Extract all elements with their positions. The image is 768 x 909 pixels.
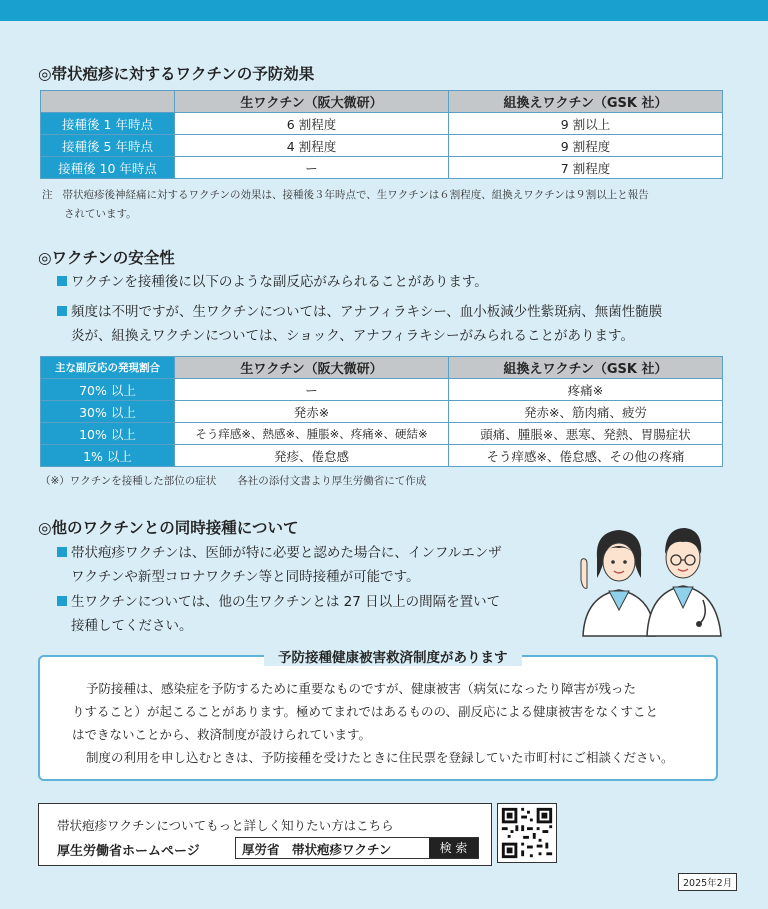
more-info-text: 帯状疱疹ワクチンについてもっと詳しく知りたい方はこちら [57,818,394,833]
table-cell: 7 割程度 [449,157,723,179]
table-header-cell: 生ワクチン（阪大微研） [175,357,449,379]
bullet-text: 炎が、組換えワクチンについては、ショック、アナフィラキシーがみられることがあります。 [71,328,634,344]
search-query: 厚労省 帯状疱疹ワクチン [242,842,392,857]
table-header-cell: 組換えワクチン（GSK 社） [449,91,723,113]
table-cell: 4 割程度 [175,135,449,157]
table-header-cell: 組換えワクチン（GSK 社） [449,357,723,379]
table-cell: 発赤※ [175,401,449,423]
relief-text: 予防接種は、感染症を予防するために重要なものですが、健康被害（病気になったり障害が残った [86,681,637,696]
search-button[interactable]: 検 索 [429,838,478,858]
table-cell: 9 割程度 [449,135,723,157]
table-cell: 発赤※、筋肉痛、疲労 [449,401,723,423]
qr-code[interactable] [497,803,557,863]
table-cell: そう痒感※、倦怠感、その他の疼痛 [449,445,723,467]
bullet-text: ワクチンや新型コロナワクチン等と同時接種が可能です。 [71,569,420,585]
square-bullet-icon [57,276,67,286]
table-header-cell [41,91,175,113]
note-text: されています。 [64,208,137,220]
table-header-cell: 生ワクチン（阪大微研） [175,91,449,113]
table-cell: 9 割以上 [449,113,723,135]
row-label: 70% 以上 [41,379,175,401]
table-header-row [41,357,723,379]
row-label: 1% 以上 [41,445,175,467]
female-doctor-figure [581,530,655,636]
table-cell: 疼痛※ [449,379,723,401]
row-label: 接種後 5 年時点 [41,135,175,157]
relief-body [72,677,702,769]
relief-system-box [38,650,718,781]
search-box[interactable] [235,837,479,859]
table-row [41,445,723,467]
efficacy-table [40,90,723,179]
note-mark: 注 [42,189,53,201]
mhlw-homepage-label: 厚生労働省ホームページ [57,844,200,859]
table-cell: 発疹、倦怠感 [175,445,449,467]
table-row [41,401,723,423]
relief-text: 制度の利用を申し込むときは、予防接種を受けたときに住民票を登録していた市町村にご相談ください。 [86,750,674,765]
bullet-text: 接種してください。 [71,618,193,634]
relief-text: りすること）が起こることがあります。極めてまれではあるものの、副反応による健康被害をなくすこと [72,704,659,719]
table-cell: ー [175,157,449,179]
doctors-illustration [575,518,725,638]
relief-text: はできないことから、救済制度が設けられています。 [72,727,372,742]
row-label: 接種後 1 年時点 [41,113,175,135]
bullet-text: 頻度は不明ですが、生ワクチンについては、アナフィラキシー、血小板減少性紫斑病、無菌性髄膜 [71,304,663,320]
male-doctor-figure [647,528,721,636]
side-effects-table [40,356,723,467]
table-row [41,423,723,445]
side-effects-note: （※）ワクチンを接種した部位の症状 各社の添付文書より厚生労働省にて作成 [40,475,427,487]
table-row [41,157,723,179]
bullet-item [57,541,502,589]
row-label: 接種後 10 年時点 [41,157,175,179]
table-cell: 6 割程度 [175,113,449,135]
row-label: 30% 以上 [41,401,175,423]
square-bullet-icon [57,306,67,316]
section-title-co-administration: ◎他のワクチンとの同時接種について [38,519,299,537]
table-header-cell: 主な副反応の発現割合 [41,357,175,379]
square-bullet-icon [57,596,67,606]
table-row [41,379,723,401]
table-cell: 頭痛、腫脹※、悪寒、発熱、胃腸症状 [449,423,723,445]
bullet-text: ワクチンを接種後に以下のような副反応がみられることがあります。 [71,274,488,290]
table-header-row [41,91,723,113]
row-label: 10% 以上 [41,423,175,445]
bullet-item [57,590,500,638]
table-cell: そう痒感※、熱感※、腫脹※、疼痛※、硬結※ [175,423,449,445]
more-info-box [38,803,492,866]
section-title-safety: ◎ワクチンの安全性 [38,249,175,267]
note-text: 帯状疱疹後神経痛に対するワクチンの効果は、接種後３年時点で、生ワクチンは６割程度、組換えワクチンは９割以上と報告 [62,189,649,201]
bullet-text: 生ワクチンについては、他の生ワクチンとは 27 日以上の間隔を置いて [71,594,501,610]
bullet-item [57,270,488,294]
efficacy-note [42,186,732,224]
table-row [41,113,723,135]
relief-title: 予防接種健康被害救済制度があります [264,646,522,666]
bullet-text: 帯状疱疹ワクチンは、医師が特に必要と認めた場合に、インフルエンザ [71,545,502,561]
top-color-bar [0,0,768,21]
table-row [41,135,723,157]
issue-date: 2025年2月 [678,873,737,891]
section-title-efficacy: ◎帯状疱疹に対するワクチンの予防効果 [38,65,315,83]
table-cell: ー [175,379,449,401]
bullet-item [57,300,662,348]
square-bullet-icon [57,547,67,557]
